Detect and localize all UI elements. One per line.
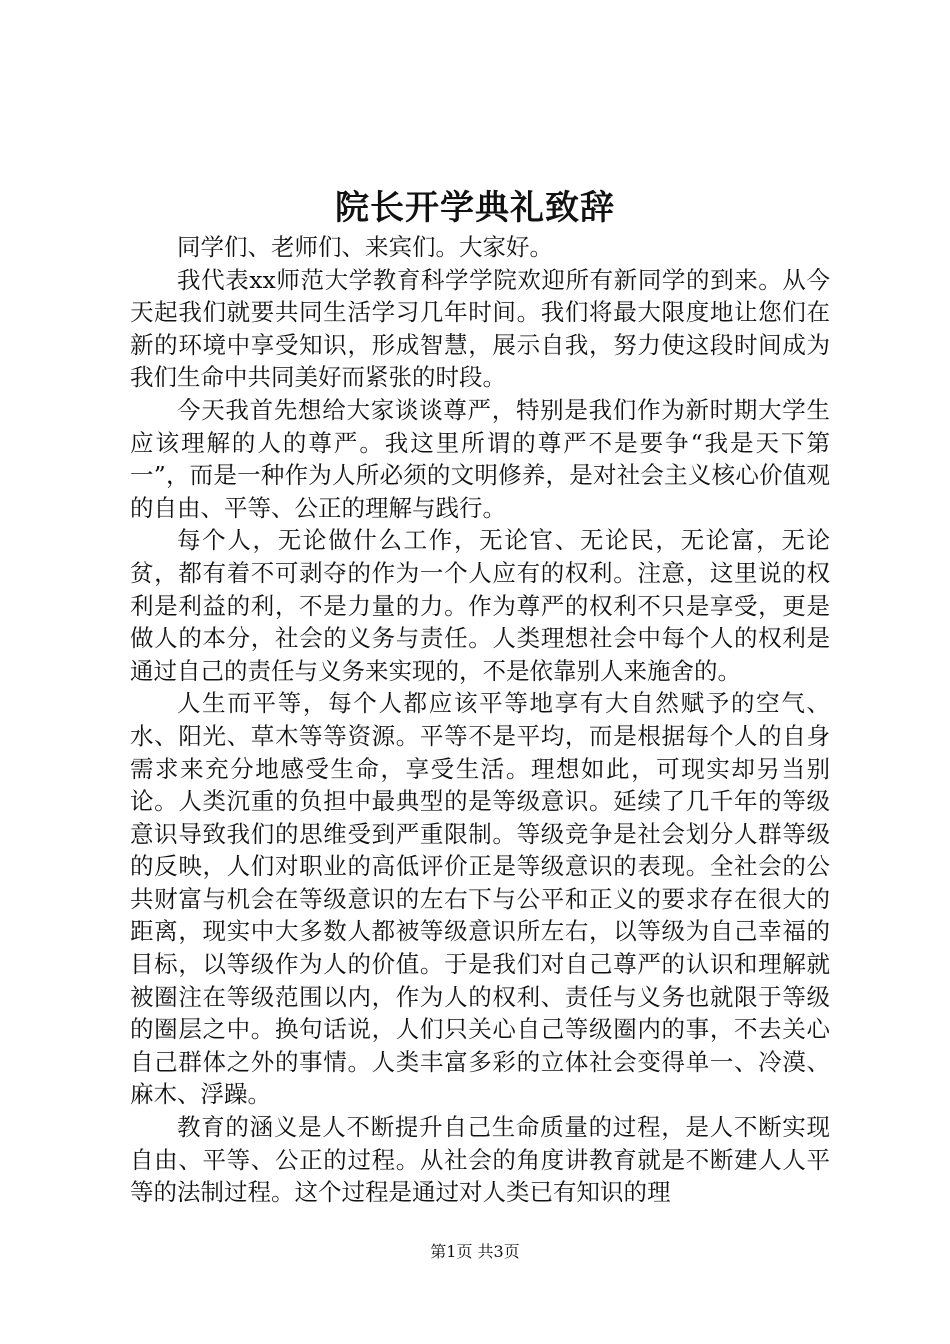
- paragraph-equality: 人生而平等，每个人都应该平等地享有大自然赋予的空气、水、阳光、草木等等资源。平等不是平均，而是根据每个人的自身需求来充分地感受生命，享受生活。理想如此，可现实却另当别论。人类沉重的负担中最典型的是等级意识。延续了几千年的等级意识导致我们的思维受到严重限制。等级竞争是社会划分人群等级的反映，人们对职业的高低评价正是等级意识的表现。全社会的公共财富与机会在等级意识的左右下与公平和正义的要求存在很大的距离，现实中大多数人都被等级意识所左右，以等级为自己幸福的目标，以等级作为人的价值。于是我们对自己尊严的认识和理解就被圈注在等级范围以内，作为人的权利、责任与义务也就限于等级的圈层之中。换句话说，人们只关心自己等级圈内的事，不去关心自己群体之外的事情。人类丰富多彩的立体社会变得单一、冷漠、麻木、浮躁。: [130, 689, 830, 1109]
- paragraph-greeting: 同学们、老师们、来宾们。大家好。: [177, 233, 553, 261]
- paragraph-dignity: 今天我首先想给大家谈谈尊严，特别是我们作为新时期大学生应该理解的人的尊严。我这里所谓的尊严不是要争“我是天下第一”，而是一种作为人所必须的文明修养，是对社会主义核心价值观的自由、平等、公正的理解与践行。: [130, 395, 830, 522]
- paragraph-rights: 每个人，无论做什么工作，无论官、无论民，无论富，无论贫，都有着不可剥夺的作为一个人应有的权利。注意，这里说的权利是利益的利，不是力量的力。作为尊严的权利不只是享受，更是做人的本分，社会的义务与责任。人类理想社会中每个人的权利是通过自己的责任与义务来实现的，不是依靠别人来施舍的。: [130, 526, 830, 685]
- page-footer: 第1页 共3页: [430, 1242, 520, 1261]
- document-body: [130, 231, 830, 1209]
- page-title: 院长开学典礼致辞: [335, 188, 615, 228]
- paragraph-education: 教育的涵义是人不断提升自己生命质量的过程，是人不断实现自由、平等、公正的过程。从社会的角度讲教育就是不断建人人平等的法制过程。这个过程是通过对人类已有知识的理: [130, 1113, 830, 1207]
- paragraph-welcome: 我代表xx师范大学教育科学学院欢迎所有新同学的到来。从今天起我们就要共同生活学习几年时间。我们将最大限度地让您们在新的环境中享受知识，形成智慧，展示自我，努力使这段时间成为我们生命中共同美好而紧张的时段。: [130, 265, 830, 392]
